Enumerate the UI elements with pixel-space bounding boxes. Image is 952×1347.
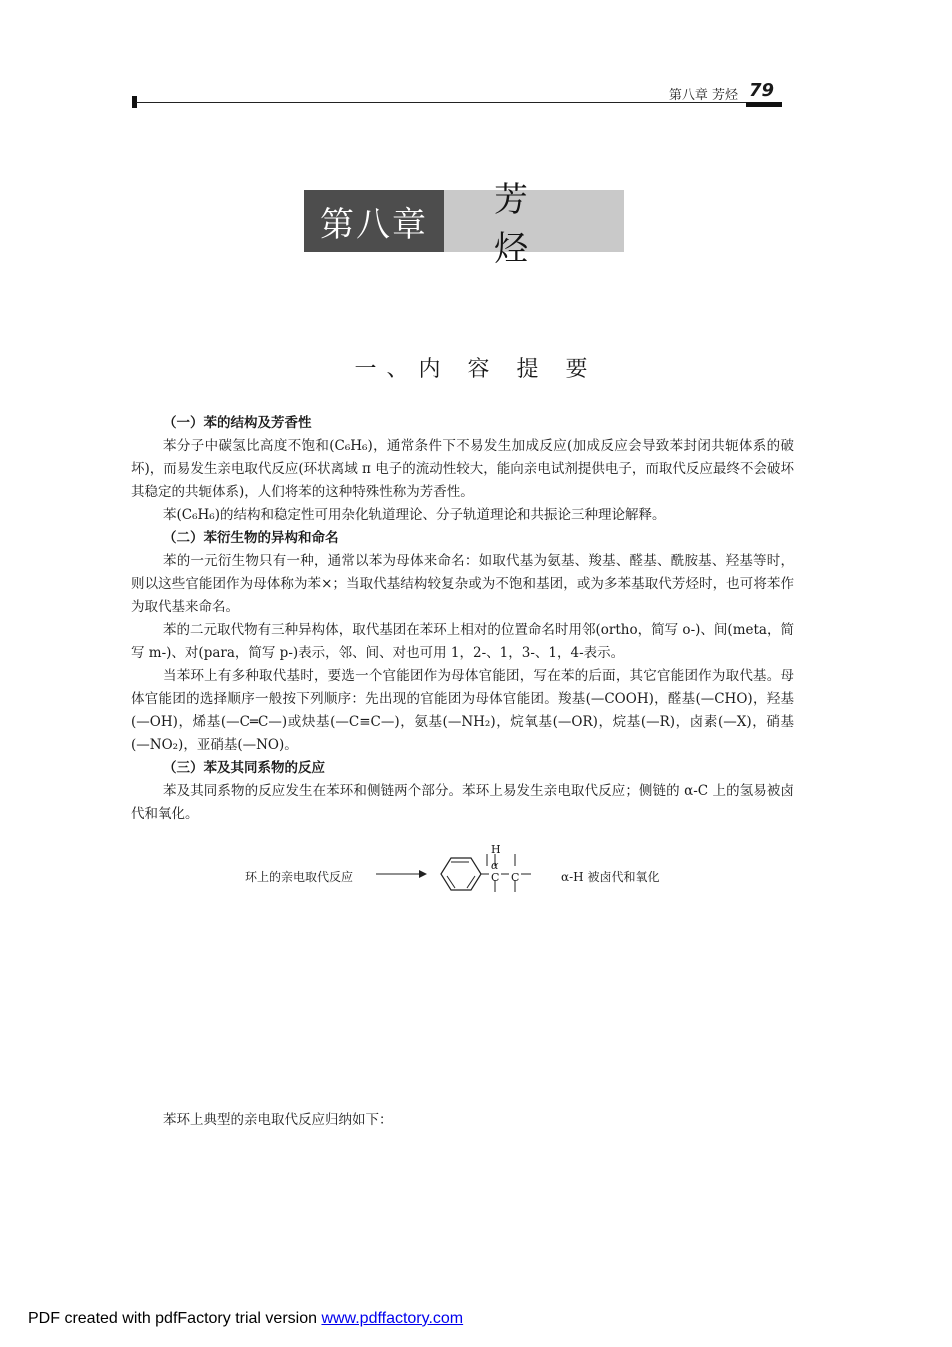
chapter-banner: [304, 180, 624, 269]
pdf-footer: [28, 1310, 463, 1328]
subsection-heading: （一）苯的结构及芳香性: [163, 415, 312, 431]
reaction-diagram: [131, 836, 794, 906]
header-chapter-label: 第八章 芳烃: [668, 88, 738, 103]
closing-line: 苯环上典型的亲电取代反应归纳如下：: [163, 1112, 393, 1128]
atom-c-alpha: C: [491, 871, 500, 884]
section-title: 一、内 容 提 要: [354, 357, 598, 382]
arrow-head: [419, 870, 427, 878]
paragraph: 当苯环上有多种取代基时，要选一个官能团作为母体官能团，写在苯的后面，其它官能团作为取代基。母体官能团的选择顺序一般按下列顺序：先出现的官能团为母体官能团。羧基(—COOH)，醛基(—CHO)，羟基(—OH)，烯基(—C═C—)或炔基(—C≡C—)，氨基(—NH₂)，烷氧基(—OR)，烷基(—R)，卤素(—X)，硝基(—NO₂)，亚硝基(—NO)。: [131, 668, 794, 753]
footer-link[interactable]: www.pdffactory.com: [321, 1310, 464, 1327]
paragraph: 苯及其同系物的反应发生在苯环和侧链两个部分。苯环上易发生亲电取代反应；侧链的 α-C 上的氢易被卤代和氧化。: [131, 783, 794, 822]
atom-h: H: [491, 843, 501, 856]
atom-c: C: [511, 871, 520, 884]
paragraph: 苯的二元取代物有三种异构体，取代基团在苯环上相对的位置命名时用邻(ortho，简写 o-)、间(meta，简写 m-)、对(para，简写 p-)表示，邻、间、对也可用 1，2-、1，3-、1，4-表示。: [131, 622, 794, 661]
diagram-left-label: 环上的亲电取代反应: [245, 870, 354, 884]
chapter-number: 第八章: [304, 190, 444, 252]
paragraph: 苯的一元衍生物只有一种，通常以苯为母体来命名：如取代基为氨基、羧基、醛基、酰胺基、羟基等时，则以这些官能团作为母体称为苯×；当取代基结构较复杂或为不饱和基团，或为多苯基取代芳烃时，也可将苯作为取代基来命名。: [131, 553, 794, 615]
main-content: [131, 412, 794, 906]
running-head: [132, 82, 782, 108]
subsection-heading: （三）苯及其同系物的反应: [163, 760, 325, 776]
diagram-drawing: [131, 836, 794, 906]
paragraph: 苯分子中碳氢比高度不饱和(C₆H₆)，通常条件下不易发生加成反应(加成反应会导致苯封闭共轭体系的破坏)，而易发生亲电取代反应(环状离域 π 电子的流动性较大，能向亲电试剂提供电子，而取代反应最终不会破坏其稳定的共轭体系)，人们将苯的这种特殊性称为芳香性。: [131, 438, 794, 500]
paragraph: 苯(C₆H₆)的结构和稳定性可用杂化轨道理论、分子轨道理论和共振论三种理论解释。: [163, 507, 666, 523]
footer-text: PDF created with pdfFactory trial version: [28, 1310, 322, 1327]
benzene-ring: [441, 858, 481, 890]
page-number: 79: [748, 80, 774, 101]
header-page-tab: [746, 102, 782, 107]
diagram-right-label: α-H 被卤代和氧化: [561, 870, 660, 884]
chapter-name: 芳 烃: [444, 190, 624, 252]
alpha-marker: α: [491, 859, 499, 872]
subsection-heading: （二）苯衍生物的异构和命名: [163, 530, 339, 546]
